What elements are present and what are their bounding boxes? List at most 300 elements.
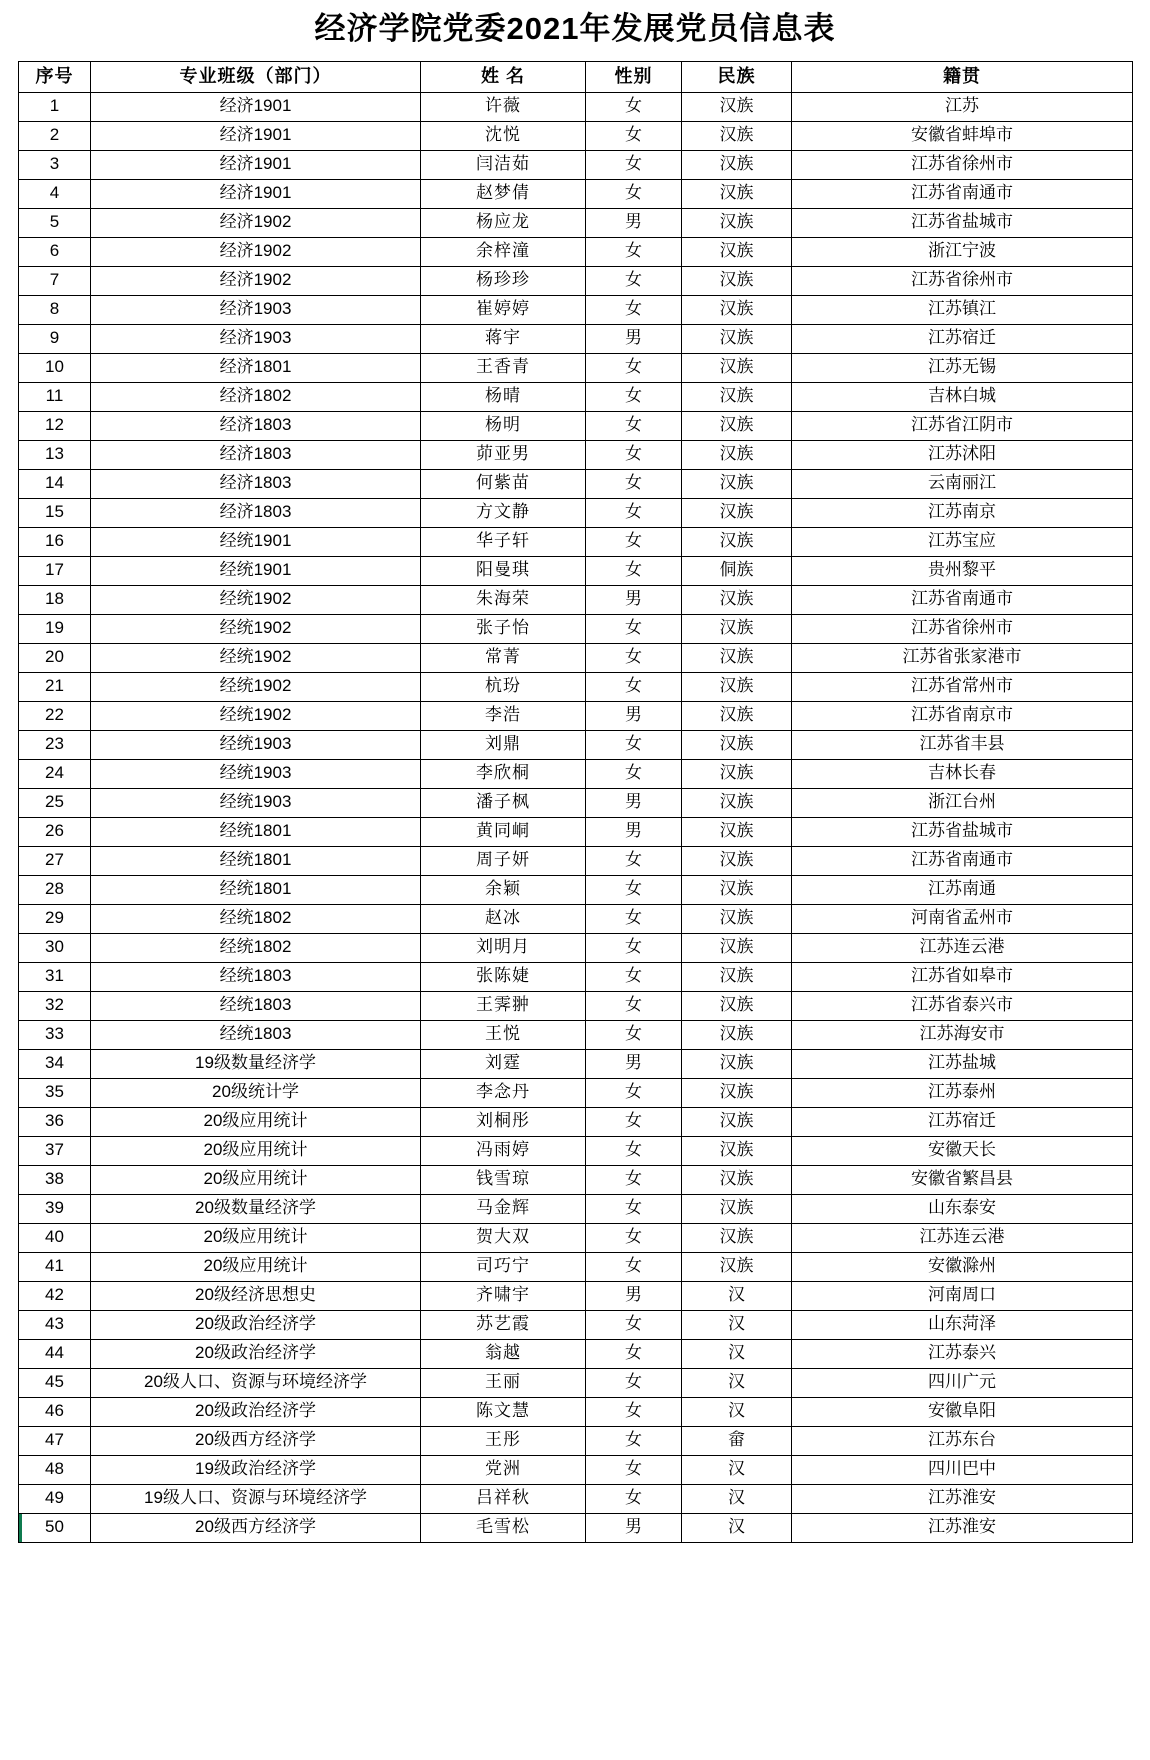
cell-index: 37: [19, 1136, 91, 1165]
cell-class: 经统1902: [91, 643, 421, 672]
cell-class: 经统1802: [91, 933, 421, 962]
table-row: [19, 92, 1133, 121]
cell-gender: 女: [586, 498, 682, 527]
cell-name: 崔婷婷: [421, 295, 586, 324]
cell-gender: 女: [586, 382, 682, 411]
cell-index: 38: [19, 1165, 91, 1194]
cell-class: 经统1801: [91, 875, 421, 904]
cell-ethnicity: 汉族: [682, 353, 792, 382]
cell-gender: 女: [586, 1368, 682, 1397]
cell-index: 23: [19, 730, 91, 759]
table-row: [19, 1107, 1133, 1136]
cell-class: 20级应用统计: [91, 1107, 421, 1136]
cell-ethnicity: 汉族: [682, 701, 792, 730]
cell-name: 张子怡: [421, 614, 586, 643]
cell-origin: 江苏省南通市: [792, 179, 1133, 208]
cell-name: 潘子枫: [421, 788, 586, 817]
cell-ethnicity: 汉族: [682, 1078, 792, 1107]
table-row: [19, 585, 1133, 614]
table-row: [19, 1078, 1133, 1107]
cell-name: 冯雨婷: [421, 1136, 586, 1165]
cell-class: 20级数量经济学: [91, 1194, 421, 1223]
table-row: [19, 701, 1133, 730]
cell-gender: 女: [586, 1078, 682, 1107]
table-row: [19, 672, 1133, 701]
cell-name: 齐啸宇: [421, 1281, 586, 1310]
cell-name: 华子轩: [421, 527, 586, 556]
cell-origin: 安徽滁州: [792, 1252, 1133, 1281]
table-row: [19, 1165, 1133, 1194]
column-header-index: 序号: [19, 61, 91, 92]
cell-gender: 女: [586, 1426, 682, 1455]
cell-index: 28: [19, 875, 91, 904]
cell-origin: 山东菏泽: [792, 1310, 1133, 1339]
cell-origin: 吉林长春: [792, 759, 1133, 788]
cell-class: 经济1903: [91, 324, 421, 353]
column-header-class: 专业班级（部门）: [91, 61, 421, 92]
cell-index: 22: [19, 701, 91, 730]
cell-index: 9: [19, 324, 91, 353]
cell-gender: 女: [586, 759, 682, 788]
table-row: [19, 324, 1133, 353]
cell-origin: 江苏省张家港市: [792, 643, 1133, 672]
cell-origin: 山东泰安: [792, 1194, 1133, 1223]
cell-ethnicity: 汉族: [682, 846, 792, 875]
cell-name: 刘明月: [421, 933, 586, 962]
cell-index: 35: [19, 1078, 91, 1107]
cell-gender: 男: [586, 1049, 682, 1078]
cell-origin: 江苏镇江: [792, 295, 1133, 324]
cell-ethnicity: 汉族: [682, 1165, 792, 1194]
cell-class: 经济1901: [91, 179, 421, 208]
cell-gender: 女: [586, 92, 682, 121]
cell-index: 20: [19, 643, 91, 672]
cell-gender: 女: [586, 1020, 682, 1049]
table-row: [19, 440, 1133, 469]
cell-name: 方文静: [421, 498, 586, 527]
table-row: [19, 179, 1133, 208]
cell-ethnicity: 汉: [682, 1397, 792, 1426]
cell-index: 49: [19, 1484, 91, 1513]
cell-gender: 女: [586, 1252, 682, 1281]
cell-gender: 女: [586, 1136, 682, 1165]
cell-class: 经统1902: [91, 701, 421, 730]
table-row: [19, 237, 1133, 266]
cell-ethnicity: 畲: [682, 1426, 792, 1455]
cell-ethnicity: 汉族: [682, 1252, 792, 1281]
cell-origin: 江苏: [792, 92, 1133, 121]
cell-class: 19级人口、资源与环境经济学: [91, 1484, 421, 1513]
cell-name: 王霁翀: [421, 991, 586, 1020]
cell-class: 20级应用统计: [91, 1136, 421, 1165]
column-header-name: 姓 名: [421, 61, 586, 92]
cell-name: 黄同峒: [421, 817, 586, 846]
cell-index: 7: [19, 266, 91, 295]
cell-name: 杭玢: [421, 672, 586, 701]
cell-origin: 江苏东台: [792, 1426, 1133, 1455]
cell-gender: 女: [586, 614, 682, 643]
cell-origin: 江苏淮安: [792, 1513, 1133, 1542]
cell-ethnicity: 汉族: [682, 527, 792, 556]
cell-class: 经统1803: [91, 962, 421, 991]
cell-gender: 女: [586, 1223, 682, 1252]
table-row: [19, 991, 1133, 1020]
cell-ethnicity: 汉族: [682, 237, 792, 266]
cell-class: 经统1903: [91, 759, 421, 788]
cell-index: 14: [19, 469, 91, 498]
cell-class: 经统1903: [91, 730, 421, 759]
table-row: [19, 121, 1133, 150]
cell-name: 蒋宇: [421, 324, 586, 353]
cell-ethnicity: 汉族: [682, 1049, 792, 1078]
cell-index: 21: [19, 672, 91, 701]
cell-class: 20级西方经济学: [91, 1426, 421, 1455]
cell-index: 5: [19, 208, 91, 237]
cell-origin: 安徽省蚌埠市: [792, 121, 1133, 150]
cell-class: 20级应用统计: [91, 1165, 421, 1194]
cell-origin: 河南周口: [792, 1281, 1133, 1310]
cell-index: 13: [19, 440, 91, 469]
cell-index: 32: [19, 991, 91, 1020]
cell-index: 40: [19, 1223, 91, 1252]
table-row: [19, 1455, 1133, 1484]
cell-name: 许薇: [421, 92, 586, 121]
cell-index: 39: [19, 1194, 91, 1223]
cell-origin: 云南丽江: [792, 469, 1133, 498]
cell-index: 34: [19, 1049, 91, 1078]
cell-name: 杨晴: [421, 382, 586, 411]
cell-ethnicity: 汉族: [682, 266, 792, 295]
cell-origin: 江苏省常州市: [792, 672, 1133, 701]
cell-origin: 江苏省南京市: [792, 701, 1133, 730]
cell-gender: 女: [586, 266, 682, 295]
cell-origin: 江苏省如皋市: [792, 962, 1133, 991]
cell-name: 毛雪松: [421, 1513, 586, 1542]
cell-class: 经统1802: [91, 904, 421, 933]
cell-origin: 四川巴中: [792, 1455, 1133, 1484]
cell-class: 经济1903: [91, 295, 421, 324]
cell-ethnicity: 汉族: [682, 121, 792, 150]
cell-class: 20级西方经济学: [91, 1513, 421, 1542]
cell-ethnicity: 汉族: [682, 1194, 792, 1223]
cell-class: 19级数量经济学: [91, 1049, 421, 1078]
cell-class: 20级政治经济学: [91, 1339, 421, 1368]
cell-ethnicity: 汉族: [682, 962, 792, 991]
cell-index: 48: [19, 1455, 91, 1484]
table-row: [19, 759, 1133, 788]
cell-origin: 吉林白城: [792, 382, 1133, 411]
cell-gender: 女: [586, 469, 682, 498]
cell-origin: 江苏泰州: [792, 1078, 1133, 1107]
cell-index: 19: [19, 614, 91, 643]
cell-ethnicity: 汉: [682, 1513, 792, 1542]
cell-origin: 江苏宿迁: [792, 324, 1133, 353]
cell-index: 12: [19, 411, 91, 440]
cell-origin: 贵州黎平: [792, 556, 1133, 585]
cell-class: 经统1801: [91, 846, 421, 875]
cell-gender: 女: [586, 179, 682, 208]
table-row: [19, 614, 1133, 643]
cell-ethnicity: 汉族: [682, 817, 792, 846]
cell-index: 31: [19, 962, 91, 991]
cell-class: 20级人口、资源与环境经济学: [91, 1368, 421, 1397]
cell-class: 经统1902: [91, 672, 421, 701]
cell-ethnicity: 汉族: [682, 382, 792, 411]
cell-index: 24: [19, 759, 91, 788]
cell-gender: 女: [586, 556, 682, 585]
cell-origin: 江苏南京: [792, 498, 1133, 527]
party-member-table: [18, 61, 1133, 1543]
cell-ethnicity: 侗族: [682, 556, 792, 585]
table-row: [19, 933, 1133, 962]
cell-index: 33: [19, 1020, 91, 1049]
cell-ethnicity: 汉族: [682, 788, 792, 817]
cell-gender: 男: [586, 817, 682, 846]
table-row: [19, 875, 1133, 904]
cell-origin: 江苏连云港: [792, 1223, 1133, 1252]
cell-gender: 男: [586, 1513, 682, 1542]
table-row: [19, 1397, 1133, 1426]
cell-class: 经济1901: [91, 150, 421, 179]
cell-ethnicity: 汉: [682, 1455, 792, 1484]
column-header-ethnicity: 民族: [682, 61, 792, 92]
table-header-row: [19, 61, 1133, 92]
cell-origin: 江苏盐城: [792, 1049, 1133, 1078]
cell-ethnicity: 汉族: [682, 875, 792, 904]
cell-index: 18: [19, 585, 91, 614]
cell-ethnicity: 汉族: [682, 469, 792, 498]
cell-origin: 江苏省徐州市: [792, 150, 1133, 179]
cell-origin: 江苏泰兴: [792, 1339, 1133, 1368]
cell-ethnicity: 汉族: [682, 1020, 792, 1049]
cell-name: 周子妍: [421, 846, 586, 875]
table-row: [19, 1223, 1133, 1252]
cell-class: 经统1902: [91, 585, 421, 614]
cell-gender: 女: [586, 904, 682, 933]
cell-name: 常菁: [421, 643, 586, 672]
cell-name: 张陈婕: [421, 962, 586, 991]
cell-origin: 江苏省盐城市: [792, 817, 1133, 846]
cell-name: 钱雪琼: [421, 1165, 586, 1194]
table-row: [19, 208, 1133, 237]
cell-gender: 女: [586, 1455, 682, 1484]
cell-index: 30: [19, 933, 91, 962]
table-row: [19, 1049, 1133, 1078]
cell-class: 经济1803: [91, 411, 421, 440]
cell-ethnicity: 汉族: [682, 614, 792, 643]
cell-gender: 男: [586, 585, 682, 614]
cell-gender: 女: [586, 150, 682, 179]
cell-index: 27: [19, 846, 91, 875]
cell-class: 20级统计学: [91, 1078, 421, 1107]
cell-origin: 江苏海安市: [792, 1020, 1133, 1049]
cell-ethnicity: 汉族: [682, 498, 792, 527]
cell-index: 41: [19, 1252, 91, 1281]
cell-name: 刘鼎: [421, 730, 586, 759]
column-header-gender: 性别: [586, 61, 682, 92]
cell-index: 17: [19, 556, 91, 585]
cell-class: 经统1903: [91, 788, 421, 817]
cell-class: 经济1803: [91, 469, 421, 498]
cell-class: 经济1902: [91, 208, 421, 237]
cell-ethnicity: 汉族: [682, 179, 792, 208]
cell-name: 贺大双: [421, 1223, 586, 1252]
cell-index: 10: [19, 353, 91, 382]
cell-gender: 男: [586, 1281, 682, 1310]
cell-class: 经济1803: [91, 498, 421, 527]
table-row: [19, 846, 1133, 875]
table-row: [19, 1484, 1133, 1513]
cell-name: 马金辉: [421, 1194, 586, 1223]
table-row: [19, 1339, 1133, 1368]
table-row: [19, 1426, 1133, 1455]
cell-origin: 安徽省繁昌县: [792, 1165, 1133, 1194]
cell-name: 李念丹: [421, 1078, 586, 1107]
cell-ethnicity: 汉族: [682, 150, 792, 179]
cell-gender: 女: [586, 1484, 682, 1513]
cell-index: 11: [19, 382, 91, 411]
cell-class: 20级应用统计: [91, 1252, 421, 1281]
cell-gender: 男: [586, 788, 682, 817]
cell-name: 苏艺霞: [421, 1310, 586, 1339]
cell-ethnicity: 汉族: [682, 1107, 792, 1136]
cell-ethnicity: 汉族: [682, 904, 792, 933]
table-row: [19, 556, 1133, 585]
cell-gender: 女: [586, 1194, 682, 1223]
cell-ethnicity: 汉族: [682, 411, 792, 440]
cell-name: 陈文慧: [421, 1397, 586, 1426]
cell-name: 赵梦倩: [421, 179, 586, 208]
cell-origin: 江苏省南通市: [792, 846, 1133, 875]
cell-gender: 女: [586, 440, 682, 469]
cell-class: 经济1901: [91, 121, 421, 150]
cell-ethnicity: 汉族: [682, 672, 792, 701]
table-row: [19, 411, 1133, 440]
cell-origin: 江苏省盐城市: [792, 208, 1133, 237]
table-row: [19, 382, 1133, 411]
cell-index: 15: [19, 498, 91, 527]
cell-gender: 女: [586, 1310, 682, 1339]
cell-origin: 安徽阜阳: [792, 1397, 1133, 1426]
cell-name: 王彤: [421, 1426, 586, 1455]
cell-gender: 女: [586, 1397, 682, 1426]
cell-name: 翁越: [421, 1339, 586, 1368]
cell-index: 3: [19, 150, 91, 179]
cell-gender: 女: [586, 1339, 682, 1368]
cell-ethnicity: 汉族: [682, 1136, 792, 1165]
cell-index: 46: [19, 1397, 91, 1426]
cell-index: 43: [19, 1310, 91, 1339]
table-body: [19, 92, 1133, 1542]
cell-gender: 女: [586, 237, 682, 266]
table-row: [19, 1368, 1133, 1397]
cell-origin: 江苏无锡: [792, 353, 1133, 382]
cell-ethnicity: 汉族: [682, 991, 792, 1020]
table-row: [19, 1194, 1133, 1223]
cell-origin: 江苏宝应: [792, 527, 1133, 556]
cell-name: 吕祥秋: [421, 1484, 586, 1513]
cell-gender: 男: [586, 701, 682, 730]
cell-name: 阳曼琪: [421, 556, 586, 585]
cell-name: 杨珍珍: [421, 266, 586, 295]
table-row: [19, 643, 1133, 672]
cell-class: 经统1902: [91, 614, 421, 643]
cell-origin: 江苏省徐州市: [792, 614, 1133, 643]
cell-index: 45: [19, 1368, 91, 1397]
cell-class: 20级政治经济学: [91, 1397, 421, 1426]
cell-index: 29: [19, 904, 91, 933]
cell-origin: 江苏淮安: [792, 1484, 1133, 1513]
cell-index: 50: [19, 1513, 91, 1542]
table-row: [19, 962, 1133, 991]
cell-name: 刘桐彤: [421, 1107, 586, 1136]
cell-origin: 江苏省南通市: [792, 585, 1133, 614]
cell-class: 经济1902: [91, 237, 421, 266]
cell-ethnicity: 汉: [682, 1281, 792, 1310]
cell-gender: 女: [586, 933, 682, 962]
cell-origin: 四川广元: [792, 1368, 1133, 1397]
table-row: [19, 266, 1133, 295]
cell-index: 26: [19, 817, 91, 846]
table-row: [19, 1020, 1133, 1049]
cell-ethnicity: 汉族: [682, 643, 792, 672]
cell-origin: 江苏省丰县: [792, 730, 1133, 759]
cell-origin: 江苏省泰兴市: [792, 991, 1133, 1020]
cell-name: 刘霆: [421, 1049, 586, 1078]
cell-class: 19级政治经济学: [91, 1455, 421, 1484]
cell-gender: 女: [586, 527, 682, 556]
table-row: [19, 498, 1133, 527]
cell-origin: 浙江台州: [792, 788, 1133, 817]
cell-index: 25: [19, 788, 91, 817]
cell-origin: 河南省孟州市: [792, 904, 1133, 933]
cell-gender: 女: [586, 875, 682, 904]
cell-gender: 男: [586, 208, 682, 237]
cell-class: 经济1802: [91, 382, 421, 411]
cell-gender: 女: [586, 643, 682, 672]
cell-origin: 江苏沭阳: [792, 440, 1133, 469]
cell-ethnicity: 汉: [682, 1368, 792, 1397]
table-row: [19, 788, 1133, 817]
cell-name: 王丽: [421, 1368, 586, 1397]
cell-gender: 女: [586, 121, 682, 150]
cell-class: 20级应用统计: [91, 1223, 421, 1252]
cell-name: 朱海荣: [421, 585, 586, 614]
table-row: [19, 1136, 1133, 1165]
cell-ethnicity: 汉族: [682, 730, 792, 759]
cell-index: 47: [19, 1426, 91, 1455]
cell-index: 16: [19, 527, 91, 556]
cell-gender: 女: [586, 1165, 682, 1194]
table-row: [19, 469, 1133, 498]
cell-index: 4: [19, 179, 91, 208]
cell-gender: 女: [586, 962, 682, 991]
cell-ethnicity: 汉: [682, 1310, 792, 1339]
table-row: [19, 150, 1133, 179]
cell-ethnicity: 汉: [682, 1339, 792, 1368]
cell-ethnicity: 汉族: [682, 933, 792, 962]
cell-ethnicity: 汉族: [682, 440, 792, 469]
cell-class: 经济1803: [91, 440, 421, 469]
cell-origin: 江苏宿迁: [792, 1107, 1133, 1136]
cell-name: 李浩: [421, 701, 586, 730]
cell-ethnicity: 汉族: [682, 92, 792, 121]
cell-name: 党洲: [421, 1455, 586, 1484]
table-row: [19, 730, 1133, 759]
cell-gender: 女: [586, 846, 682, 875]
table-row: [19, 1513, 1133, 1542]
cell-name: 王悦: [421, 1020, 586, 1049]
